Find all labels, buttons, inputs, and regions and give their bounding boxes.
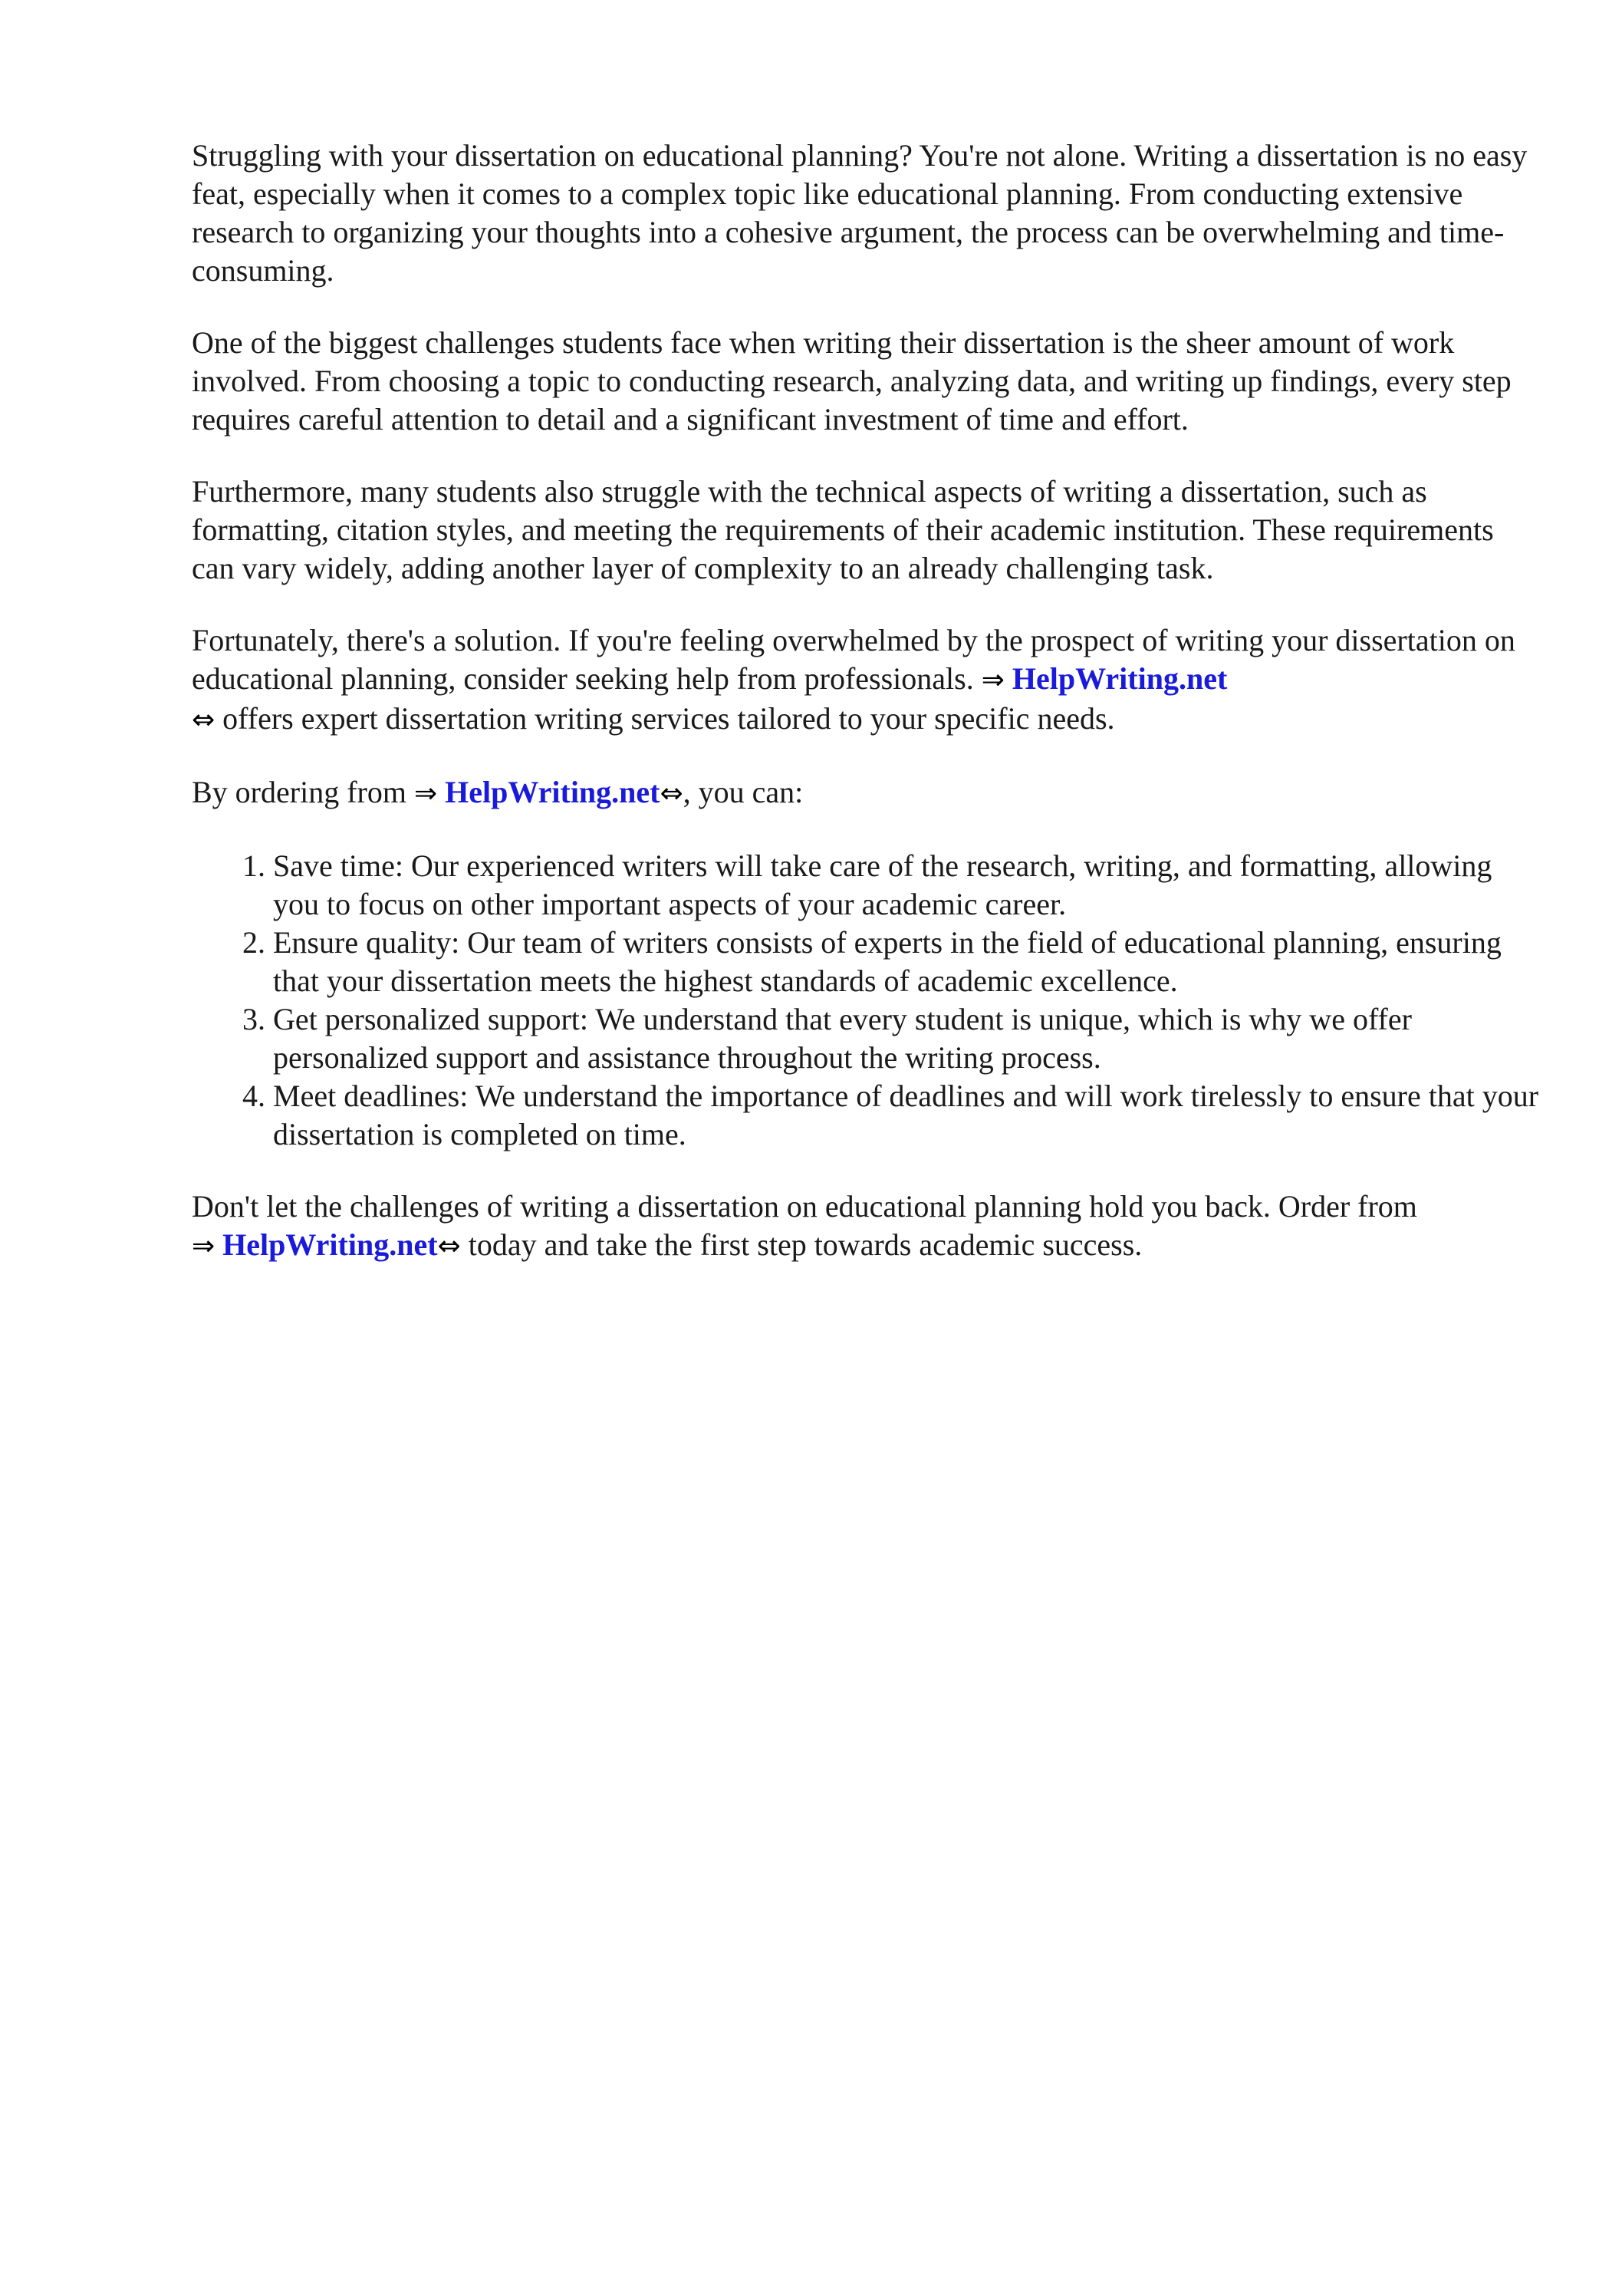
paragraph-intro: Struggling with your dissertation on educational planning? You're not alone. Writing a dissertation is no easy feat, especially when it comes to a complex topic like educational planning. From conducting extensive research to organizing your thoughts into a cohesive argument, the process can be overwhelming and time-consuming. xyxy=(192,138,1528,288)
paragraph-closing xyxy=(192,1188,1541,1266)
paragraph-challenges: One of the biggest challenges students face when writing their dissertation is the sheer amount of work involved. From choosing a topic to conducting research, analyzing data, and writing up findings, every step requires careful attention to detail and a significant investment of time and effort. xyxy=(192,325,1512,436)
list-item: 4. Meet deadlines: We understand the importance of deadlines and will work tirelessly to ensure that your dissertation is completed on time. xyxy=(273,1077,1541,1154)
list-item: 1. Save time: Our experienced writers will take care of the research, writing, and formatting, allowing you to focus on other important aspects of your academic career. xyxy=(273,847,1541,924)
helpwriting-link[interactable]: HelpWriting.net xyxy=(1012,661,1228,696)
document-body xyxy=(192,137,1541,1300)
arrow-both-icon: ⇔ xyxy=(660,778,683,809)
list-item: 2. Ensure quality: Our team of writers consists of experts in the field of educational planning, ensuring that your dissertation meets the highest standards of academic excellence. xyxy=(273,924,1541,1000)
paragraph-closing-text-end: today and take the first step towards academic success. xyxy=(468,1227,1143,1262)
helpwriting-link[interactable]: HelpWriting.net xyxy=(222,1227,438,1262)
arrow-right-icon: ⇒ xyxy=(192,1230,215,1262)
paragraph-closing-text: Don't let the challenges of writing a dissertation on educational planning hold you back. Order from xyxy=(192,1189,1417,1224)
paragraph-ordering-text: By ordering from xyxy=(192,775,406,809)
paragraph-technical: Furthermore, many students also struggle with the technical aspects of writing a dissertation, such as formatting, citation styles, and meeting the requirements of their academic institution. These requirements can vary widely, adding another layer of complexity to an already challenging task. xyxy=(192,474,1494,585)
list-item: 3. Get personalized support: We understand that every student is unique, which is why we offer personalized support and assistance throughout the writing process. xyxy=(273,1000,1541,1077)
arrow-right-icon: ⇒ xyxy=(413,778,438,809)
helpwriting-link[interactable]: HelpWriting.net xyxy=(445,775,660,809)
arrow-both-icon: ⇔ xyxy=(192,704,215,736)
arrow-both-icon: ⇔ xyxy=(437,1230,461,1262)
benefits-list xyxy=(192,847,1541,1154)
paragraph-solution-text: Fortunately, there's a solution. If you're feeling overwhelmed by the prospect of writing your dissertation on educational planning, consider seeking help from professionals. xyxy=(192,623,1515,696)
paragraph-ordering xyxy=(192,773,1541,813)
arrow-right-icon: ⇒ xyxy=(981,664,1005,696)
paragraph-solution xyxy=(192,621,1541,740)
paragraph-ordering-text-end: , you can: xyxy=(683,775,804,809)
paragraph-solution-text-end: offers expert dissertation writing services tailored to your specific needs. xyxy=(222,701,1115,736)
